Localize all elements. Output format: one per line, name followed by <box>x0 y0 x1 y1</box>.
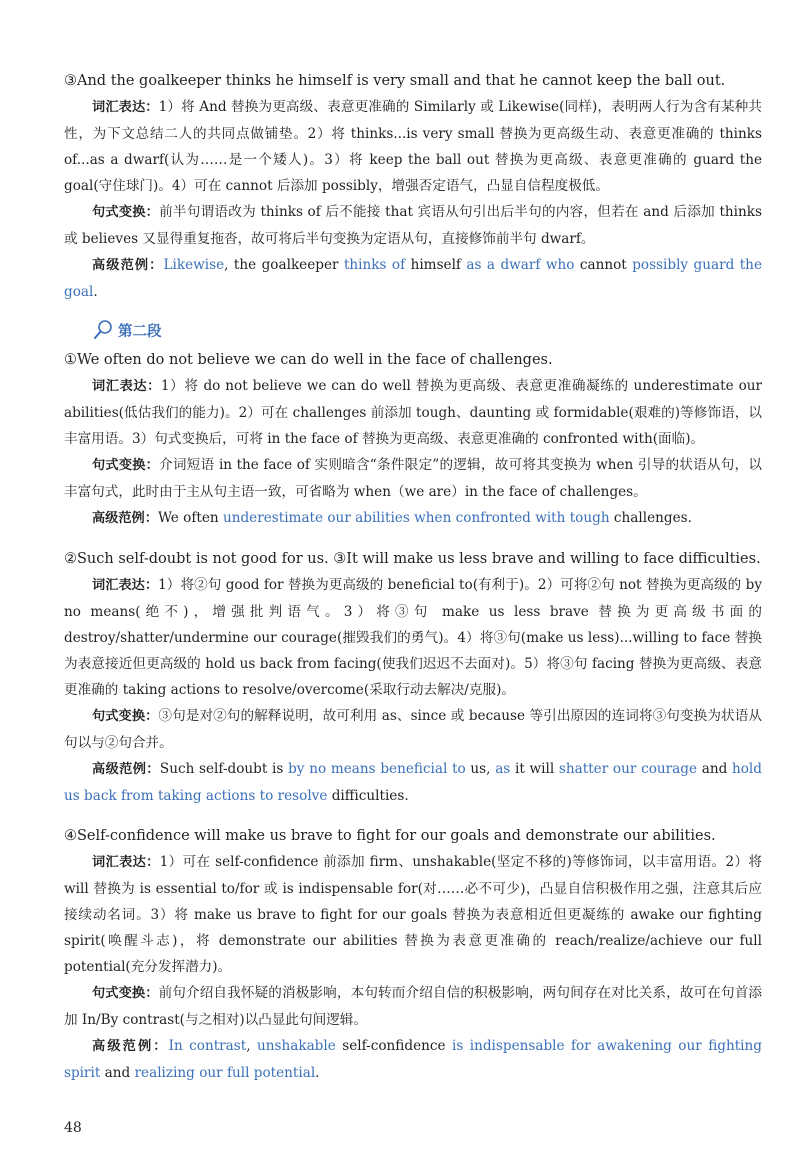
highlighted-phrase: In contrast <box>168 1038 247 1054</box>
vocab-text: 1）将②句 good for 替换为更高级的 beneficial to(有利于)。2）可将②句 not 替换为更高级的 by no means(绝不)，增强批判语气。3）将③句 make us less brave 替换为更高级书面的 destroy/shatter/undermine our courage(摧毁我们的勇气)。4）将③句(make us less)...willing to face 替换为表意接近但更高级的 hold us back from facing(使我们迟迟不去面对)。5）将③句 facing 替换为更高级、表意更准确的 taking actions to resolve/overcome(采取行动去解决/克服)。 <box>64 577 762 698</box>
example-segment: . <box>315 1065 320 1081</box>
highlighted-phrase: unshakable <box>257 1038 336 1054</box>
highlighted-phrase: Likewise <box>163 257 225 273</box>
magnifier-icon <box>92 319 114 341</box>
vocab-label: 词汇表达： <box>92 100 159 115</box>
syntax-label: 句式变换： <box>92 205 160 220</box>
vocab-paragraph <box>64 94 762 199</box>
highlighted-phrase: thinks of <box>343 257 406 273</box>
vocab-paragraph <box>64 572 762 703</box>
syntax-paragraph <box>64 703 762 756</box>
example-text <box>64 257 762 300</box>
section-title: 第二段 <box>118 323 162 340</box>
highlighted-phrase: is indispensable for awakening our fighting spirit <box>64 1038 762 1081</box>
original-sentence: ②Such self-doubt is not good for us. ③It will make us less brave and willing to face difficulties. <box>64 551 761 567</box>
vocab-paragraph <box>64 373 762 452</box>
example-label: 高级范例： <box>92 258 164 273</box>
syntax-paragraph <box>64 980 762 1033</box>
example-segment: Such self-doubt is <box>159 761 289 777</box>
example-segment: us, <box>465 761 496 777</box>
highlighted-phrase: realizing our full potential <box>134 1065 316 1081</box>
syntax-paragraph <box>64 199 762 252</box>
example-paragraph <box>64 505 762 532</box>
syntax-label: 句式变换： <box>92 709 159 724</box>
page-content <box>64 68 762 1100</box>
highlighted-phrase: hold us back from taking actions to resolve <box>64 761 762 804</box>
example-segment: challenges. <box>609 510 692 526</box>
syntax-label: 句式变换： <box>92 986 159 1001</box>
syntax-text: 介词短语 in the face of 实则暗含“条件限定”的逻辑，故可将其变换为 when 引导的状语从句，以丰富句式，此时由于主从句主语一致，可省略为 when（we are）in the face of challenges。 <box>64 457 762 500</box>
example-label: 高级范例： <box>92 511 158 526</box>
highlighted-phrase: by no means beneficial to <box>288 761 466 777</box>
example-segment: and <box>697 761 732 777</box>
example-segment: self-confidence <box>335 1038 452 1054</box>
example-label: 高级范例： <box>92 1039 169 1054</box>
highlighted-phrase: as a dwarf who <box>466 257 575 273</box>
original-sentence: ③And the goalkeeper thinks he himself is very small and that he cannot keep the ball out. <box>64 73 726 89</box>
sentence-block <box>64 68 762 305</box>
example-segment: , the goalkeeper <box>224 257 344 273</box>
example-segment: difficulties. <box>327 788 409 804</box>
example-segment: and <box>100 1065 135 1081</box>
example-text <box>158 510 692 526</box>
example-paragraph <box>64 1033 762 1086</box>
example-segment: cannot <box>574 257 633 273</box>
original-sentence: ①We often do not believe we can do well in the face of challenges. <box>64 352 553 368</box>
sentence-block <box>64 546 762 809</box>
example-segment: it will <box>510 761 559 777</box>
sentence-block <box>64 823 762 1086</box>
example-text <box>64 761 762 804</box>
highlighted-phrase: shatter our courage <box>558 761 697 777</box>
vocab-text: 1）将 And 替换为更高级、表意更准确的 Similarly 或 Likewise(同样)，表明两人行为含有某种共性，为下文总结二人的共同点做铺垫。2）将 thinks...is very small 替换为更高级生动、表意更准确的 thinks of...as a dwarf(认为……是一个矮人)。3）将 keep the ball out 替换为更高级、表意更准确的 guard the goal(守住球门)。4）可在 cannot 后添加 possibly，增强否定语气，凸显自信程度极低。 <box>64 99 763 194</box>
vocab-text: 1）将 do not believe we can do well 替换为更高级、表意更准确凝练的 underestimate our abilities(低估我们的能力)。2）可在 challenges 前添加 tough、daunting 或 formidable(艰难的)等修饰语，以丰富用语。3）句式变换后，可将 in the face of 替换为更高级、表意更准确的 confronted with(面临)。 <box>64 378 763 447</box>
example-paragraph <box>64 252 762 305</box>
syntax-text: 前句介绍自我怀疑的消极影响，本句转而介绍自信的积极影响，两句间存在对比关系，故可在句首添加 In/By contrast(与之相对)以凸显此句间逻辑。 <box>64 985 763 1028</box>
highlighted-phrase: as <box>495 761 511 777</box>
highlighted-phrase: underestimate our abilities when confronted with tough <box>222 510 610 526</box>
vocab-label: 词汇表达： <box>92 855 160 870</box>
example-segment: , <box>246 1038 257 1054</box>
example-segment: . <box>93 284 98 300</box>
highlighted-phrase: possibly guard the goal <box>64 257 762 300</box>
example-segment: We often <box>157 510 223 526</box>
vocab-text: 1）可在 self-confidence 前添加 firm、unshakable(坚定不移的)等修饰词，以丰富用语。2）将will 替换为 is essential to/for 或 is indispensable for(对……必不可少)，凸显自信积极作用之强，注意其后应接续动名词。3）将 make us brave to fight for our goals 替换为表意相近但更凝练的 awake our fighting spirit(唤醒斗志)，将 demonstrate our abilities 替换为表意更准确的 reach/realize/achieve our full potential(充分发挥潜力)。 <box>64 854 762 975</box>
section-heading <box>92 319 762 341</box>
page-number: 48 <box>64 1120 82 1136</box>
sentence-block <box>64 347 762 532</box>
example-label: 高级范例： <box>92 762 160 777</box>
vocab-label: 词汇表达： <box>92 578 159 593</box>
example-segment: himself <box>405 257 467 273</box>
syntax-paragraph <box>64 452 762 505</box>
example-text <box>64 1038 762 1081</box>
vocab-label: 词汇表达： <box>92 379 161 394</box>
syntax-text: ③句是对②句的解释说明，故可利用 as、since 或 because 等引出原因的连词将③句变换为状语从句以与②句合并。 <box>64 708 763 751</box>
example-paragraph <box>64 756 762 809</box>
vocab-paragraph <box>64 849 762 980</box>
syntax-label: 句式变换： <box>92 458 160 473</box>
original-sentence: ④Self-confidence will make us brave to fight for our goals and demonstrate our abilities. <box>64 828 716 844</box>
syntax-text: 前半句谓语改为 thinks of 后不能接 that 宾语从句引出后半句的内容，但若在 and 后添加 thinks 或 believes 又显得重复拖沓，故可将后半句变换为定语从句，直接修饰前半句 dwarf。 <box>64 204 762 247</box>
